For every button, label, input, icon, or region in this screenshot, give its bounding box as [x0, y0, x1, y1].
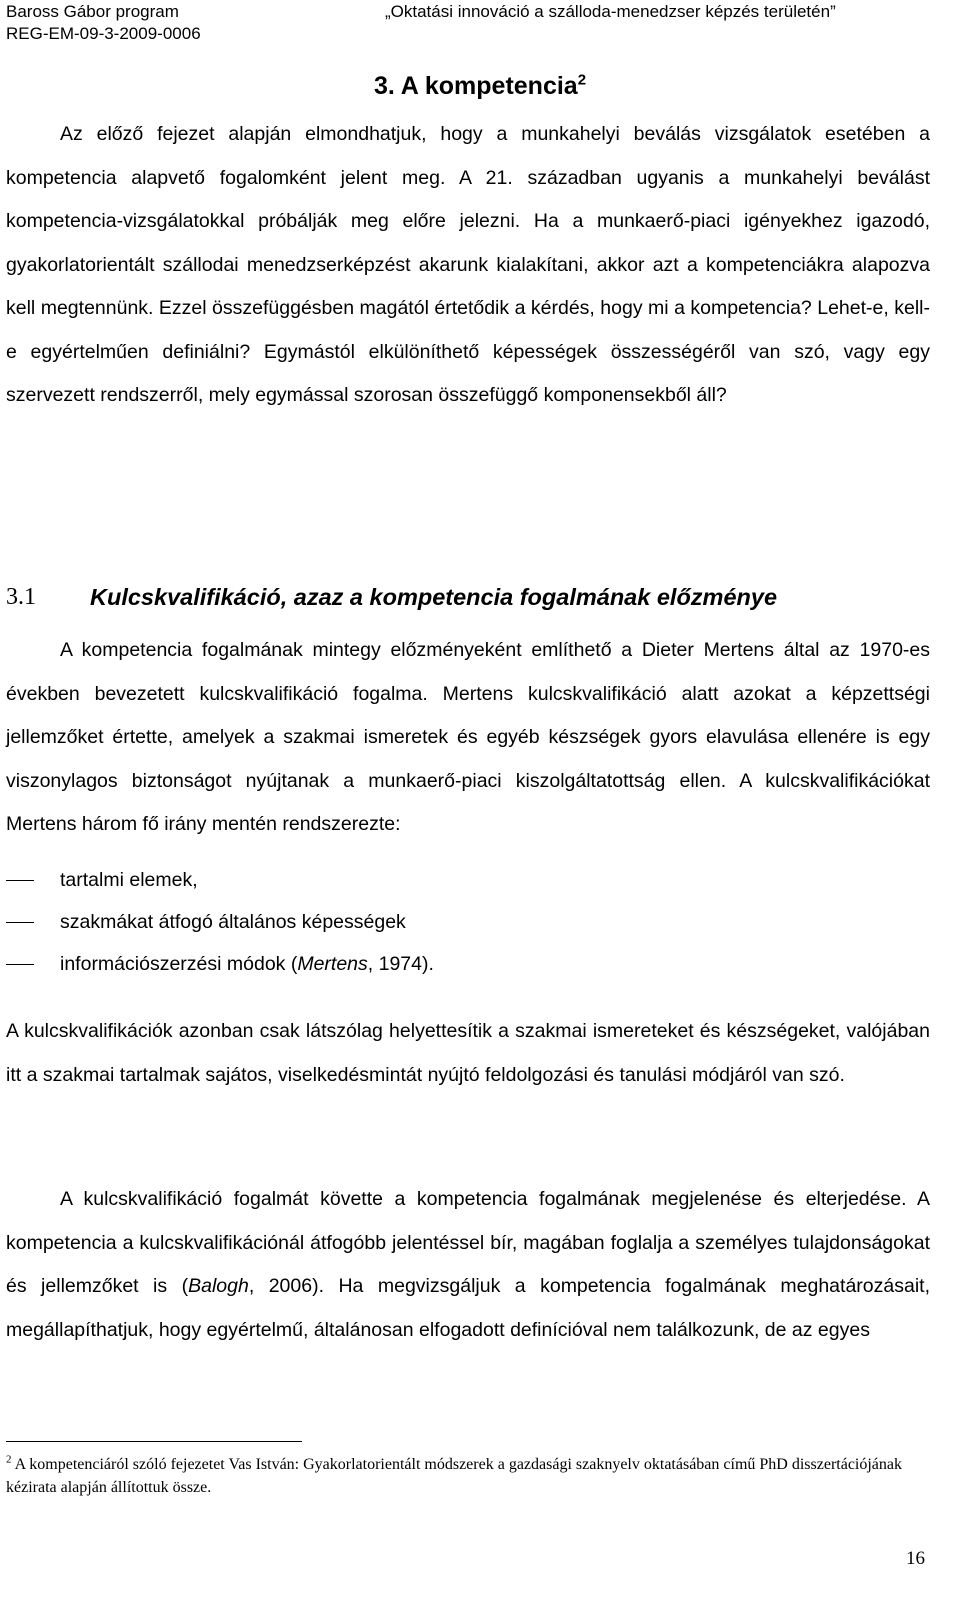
subsection-paragraph [6, 1178, 930, 1352]
citation-author: Balogh [188, 1275, 249, 1297]
list-item-text: tartalmi elemek, [60, 869, 198, 891]
header-program-name: Baross Gábor program [6, 2, 179, 21]
footnote [6, 1453, 936, 1499]
paragraph-text-part: , 2006). Ha megvizsgáljuk a kompetencia fogalmának meghatározásait, megállapíthatjuk, hogy egyértelmű, általánosan elfogadott definícióval nem találkozunk, de az egyes [6, 1275, 930, 1341]
footnote-separator [6, 1441, 302, 1442]
list-item-text [60, 943, 434, 985]
dash-icon [6, 880, 34, 881]
section-paragraph: Az előző fejezet alapján elmondhatjuk, hogy a munkahelyi beválás vizsgálatok esetében a kompetencia alapvető fogalomként jelent meg. A 21. században ugyanis a munkahelyi beválást kompetencia-vizsgálatokkal próbálják meg előre jelezni. Ha a munkaerő-piaci igényekhez igazodó, gyakorlatorientált szállodai menedzserképzést akarunk kialakítani, akkor azt a kompetenciákra alapozva kell megtennünk. Ezzel összefüggésben magától értetődik a kérdés, hogy mi a kompetencia? Lehet-e, kell-e egyértelműen definiálni? Egymástól elkülöníthető képességek összességéről van szó, vagy egy szervezett rendszerről, mely egymással szorosan összefüggő komponensekből áll? [6, 123, 930, 406]
subsection-title: Kulcskvalifikáció, azaz a kompetencia fogalmának előzménye [90, 584, 778, 610]
subsection-paragraph: A kompetencia fogalmának mintegy előzményeként említhető a Dieter Mertens által az 1970-es években bevezetett kulcskvalifikáció fogalma. Mertens kulcskvalifikáció alatt azokat a képzettségi jellemzőket értette, amelyek a szakmai ismeretek és egyéb készségek gyors elavulása ellenére is egy viszonylagos biztonságot nyújtanak a munkaerő-piaci kiszolgáltatottság ellen. A kulcskvalifikációkat Mertens három fő irány mentén rendszerezte: [6, 639, 930, 835]
list-item [6, 901, 926, 943]
dash-icon [6, 964, 34, 965]
footnote-text: A kompetenciáról szóló fejezetet Vas István: Gyakorlatorientált módszerek a gazdasági szaknyelv oktatásában című PhD disszertációjának kézirata alapján állítottuk össze. [6, 1456, 903, 1496]
subsection-number: 3.1 [6, 584, 36, 610]
list-item [6, 859, 926, 901]
header-project-code: REG-EM-09-3-2009-0006 [6, 24, 201, 43]
section-title: 3. A kompetencia [373, 72, 578, 100]
footnote-number: 2 [6, 1453, 12, 1466]
bullet-list [6, 859, 926, 985]
section-heading [0, 70, 960, 102]
page-number: 16 [906, 1548, 925, 1569]
citation-author: Mertens [297, 953, 368, 975]
dash-icon [6, 922, 34, 923]
subsection-paragraph: A kulcskvalifikációk azonban csak látszólag helyettesítik a szakmai ismereteket és készségeket, valójában itt a szakmai tartalmak sajátos, viselkedésmintát nyújtó feldolgozási és tanulási módjáról van szó. [6, 1020, 930, 1086]
footnote-reference: 2 [577, 71, 587, 89]
list-item [6, 943, 926, 985]
list-item-text-part: , 1974). [367, 953, 434, 975]
header-project-title: „Oktatási innováció a szálloda-menedzser képzés területén” [385, 2, 836, 21]
list-item-text: szakmákat átfogó általános képességek [60, 911, 406, 933]
paragraph-text-part: A kulcskvalifikáció fogalmát követte a kompetencia fogalmának megjelenése és elterjedése. A kompetencia a kulcskvalifikációnál átfogóbb jelentéssel bír, magában foglalja a személyes tulajdonságokat és jellemzőket is ( [6, 1188, 930, 1297]
list-item-text-part: információszerzési módok ( [60, 953, 298, 975]
